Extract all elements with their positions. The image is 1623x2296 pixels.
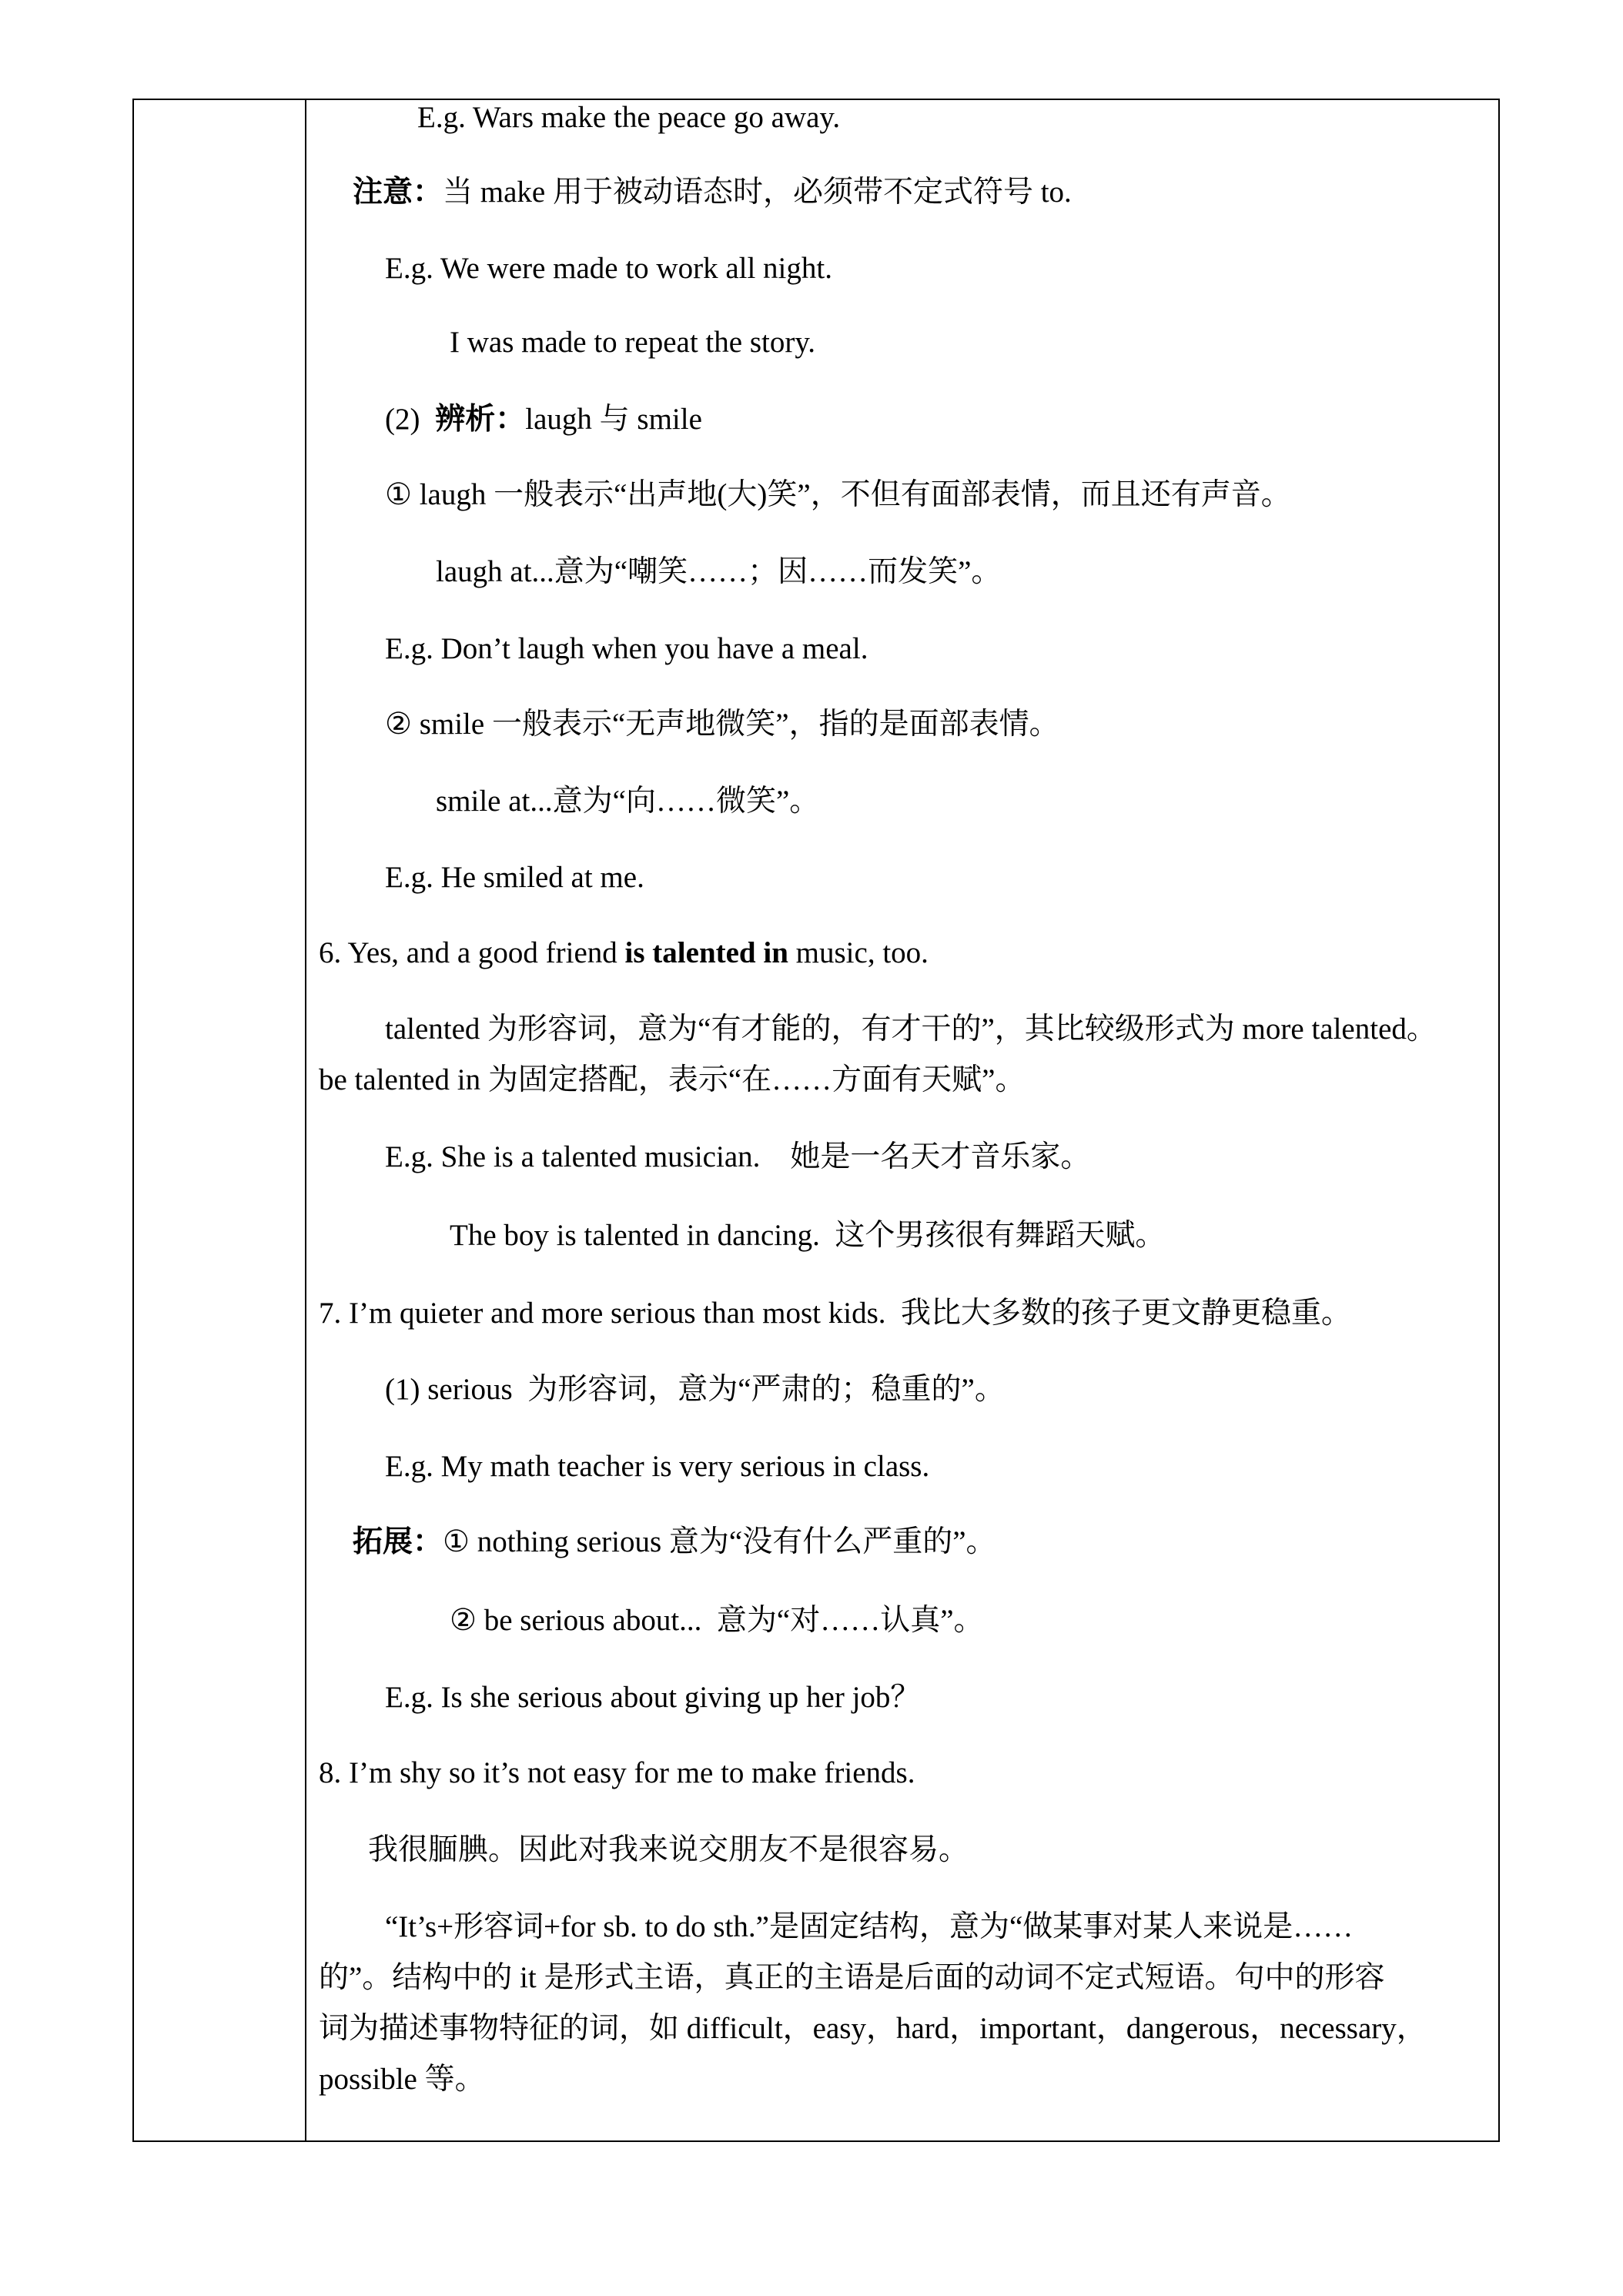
extension-text: ① nothing serious 意为“没有什么严重的”。	[443, 1525, 996, 1558]
explanation-line: “It’s+形容词+for sb. to do sth.”是固定结构，意为“做某事对某人来说是……	[385, 1910, 1354, 1943]
explanation-line: laugh at...意为“嘲笑……；因……而发笑”。	[436, 555, 1002, 588]
example-line: E.g. My math teacher is very serious in class.	[385, 1450, 930, 1483]
section-heading	[385, 400, 702, 439]
explanation-line: ① laugh 一般表示“出声地(大)笑”，不但有面部表情，而且还有声音。	[385, 478, 1291, 511]
column-divider	[305, 100, 306, 2140]
sentence-heading: 8. I’m shy so it’s not easy for me to make friends.	[319, 1756, 915, 1789]
sentence-text: 6. Yes, and a good friend	[319, 936, 625, 969]
example-line: E.g. She is a talented musician. 她是一名天才音乐家。	[385, 1140, 1091, 1173]
explanation-line: possible 等。	[319, 2063, 485, 2096]
sentence-highlight: is talented in	[624, 936, 788, 969]
section-number: (2)	[385, 403, 420, 436]
sentence-heading	[319, 934, 929, 972]
example-line: I was made to repeat the story.	[450, 326, 816, 359]
note-line	[353, 173, 1072, 212]
note-label: 注意：	[353, 176, 443, 209]
example-line: E.g. Wars make the peace go away.	[417, 101, 841, 134]
example-line: E.g. Is she serious about giving up her job？	[385, 1681, 921, 1714]
explanation-line: be talented in 为固定搭配，表示“在……方面有天赋”。	[319, 1063, 1026, 1096]
example-line: E.g. He smiled at me.	[385, 861, 644, 894]
explanation-line: (1) serious 为形容词，意为“严肃的；稳重的”。	[385, 1373, 1005, 1406]
explanation-line: smile at...意为“向……微笑”。	[436, 785, 820, 818]
sentence-text: music, too.	[788, 936, 929, 969]
example-line: E.g. We were made to work all night.	[385, 252, 832, 285]
note-text: 当 make 用于被动语态时，必须带不定式符号 to.	[443, 176, 1072, 209]
explanation-line: talented 为形容词，意为“有才能的，有才干的”，其比较级形式为 more talented。	[385, 1012, 1437, 1046]
explanation-line: ② smile 一般表示“无声地微笑”，指的是面部表情。	[385, 708, 1059, 741]
extension-line: ② be serious about... 意为“对……认真”。	[450, 1604, 984, 1637]
explanation-line: 的”。结构中的 it 是形式主语，真正的主语是后面的动词不定式短语。句中的形容	[319, 1961, 1385, 1994]
extension-line	[353, 1523, 996, 1561]
example-line: E.g. Don’t laugh when you have a meal.	[385, 632, 868, 665]
translation-line: 我很腼腆。因此对我来说交朋友不是很容易。	[368, 1833, 969, 1866]
extension-label: 拓展：	[353, 1525, 443, 1558]
example-line: The boy is talented in dancing. 这个男孩很有舞蹈天赋。	[450, 1219, 1166, 1252]
explanation-line: 词为描述事物特征的词，如 difficult，easy，hard，important，dangerous，necessary，	[319, 2012, 1427, 2045]
sentence-heading: 7. I’m quieter and more serious than most kids. 我比大多数的孩子更文静更稳重。	[319, 1297, 1352, 1330]
section-label: 辨析：	[435, 403, 526, 436]
section-text: laugh 与 smile	[525, 403, 702, 436]
